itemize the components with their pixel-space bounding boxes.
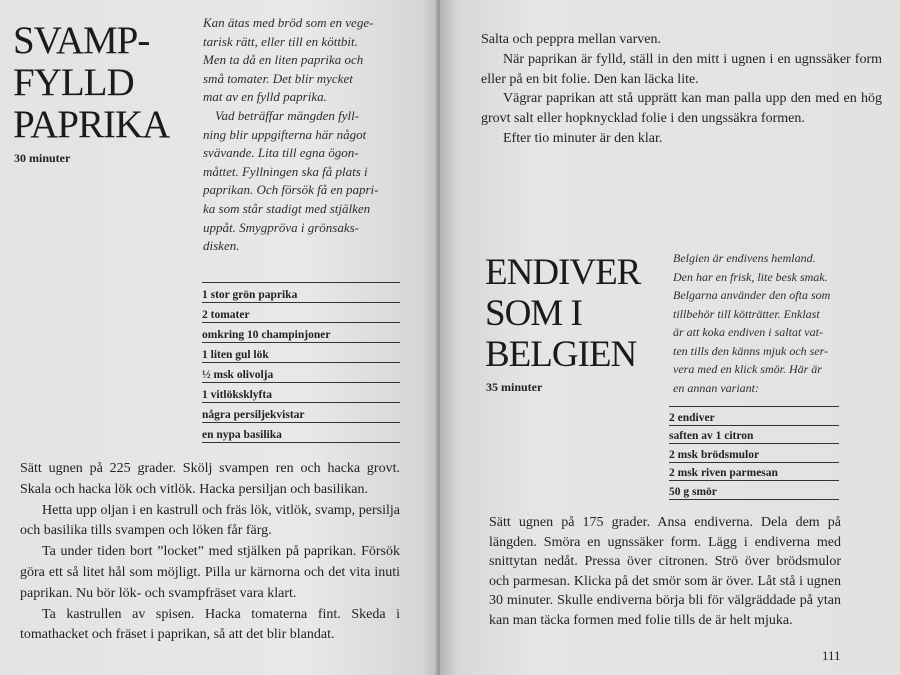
- recipe-intro: [203, 14, 400, 256]
- ingredient-item: 2 endiver: [669, 407, 839, 426]
- instruction-paragraph: Sätt ugnen på 175 grader. Ansa endiverna. Dela dem på längden. Smöra en ugnssäker form. Lägg i endiverna med snittytan nedåt. Pressa över citronen. Strö över brödsmulor och parmesan. Klicka på det smör som är över. Låt stå i ugnen 30 minuter. Skulle endiverna börja bli för välgräddade på ytan kan man täcka formen med folie tills de är helt mjuka.: [489, 515, 841, 628]
- instruction-paragraph: Hetta upp oljan i en kastrull och fräs lök, vitlök, svamp, persilja och basilika tills svampen och löken får färg.: [20, 502, 400, 539]
- recipe-instructions-continued: [481, 30, 882, 149]
- left-page: [0, 0, 440, 675]
- instruction-paragraph: Efter tio minuter är den klar.: [503, 130, 663, 146]
- intro-line: ka som står stadigt med stjälken: [203, 200, 371, 216]
- right-page: [440, 0, 900, 675]
- intro-line: är att koka endiven i saltat vat-: [673, 325, 823, 339]
- recipe-title-svampfylld-paprika: [13, 20, 169, 146]
- intro-line: disken.: [203, 238, 240, 254]
- recipe-title-endiver-som-i-belgien: [485, 252, 640, 375]
- intro-line: paprikan. Och försök få en papri-: [203, 182, 379, 198]
- cooking-time: 30 minuter: [14, 151, 71, 165]
- intro-line: Belgarna använder den ofta som: [673, 288, 831, 302]
- ingredient-item: några persiljekvistar: [202, 403, 400, 423]
- ingredient-item: 1 liten gul lök: [202, 343, 400, 363]
- ingredient-item: 2 tomater: [202, 303, 400, 323]
- instruction-paragraph: Vägrar paprikan att stå upprätt kan man palla upp den med en hög grovt salt eller hopknycklad folie i den ungssäkra formen.: [481, 91, 882, 127]
- ingredient-item: saften av 1 citron: [669, 426, 839, 445]
- title-line: SOM I: [485, 293, 582, 334]
- intro-line: mat av en fylld paprika.: [203, 89, 327, 105]
- ingredient-list: [669, 406, 839, 500]
- ingredient-item: 2 msk brödsmulor: [669, 444, 839, 463]
- instruction-paragraph: När paprikan är fylld, ställ in den mitt i ugnen i en ugnssäker form eller på en bit folie. Den kan läcka lite.: [481, 51, 882, 87]
- instruction-paragraph: Sätt ugnen på 225 grader. Skölj svampen ren och hacka grovt. Skala och hacka lök och vitlök. Hacka persiljan och basilikan.: [20, 461, 400, 497]
- ingredient-item: 50 g smör: [669, 481, 839, 500]
- instruction-paragraph: Salta och peppra mellan varven.: [481, 32, 661, 47]
- intro-line: tillbehör till kötträtter. Enklast: [673, 306, 820, 321]
- intro-line: en annan variant:: [673, 380, 759, 395]
- ingredient-item: 1 vitlöksklyfta: [202, 383, 400, 403]
- intro-line: Kan ätas med bröd som en vege-: [203, 15, 374, 30]
- ingredient-item: 2 msk riven parmesan: [669, 463, 839, 482]
- ingredient-item: ½ msk olivolja: [202, 363, 400, 383]
- intro-line: tarisk rätt, eller till en köttbit.: [203, 33, 358, 49]
- ingredient-item: omkring 10 champinjoner: [202, 323, 400, 343]
- intro-line: Men ta då en liten paprika och: [203, 52, 364, 68]
- title-line: FYLLD: [13, 61, 134, 104]
- recipe-instructions: [20, 459, 400, 646]
- recipe-intro: [673, 249, 841, 397]
- intro-line: Belgien är endivens hemland.: [673, 251, 816, 265]
- intro-line: vera med en klick smör. Här är: [673, 362, 822, 376]
- intro-line: ning blir uppgifterna här något: [203, 126, 367, 142]
- page-number: 111: [822, 648, 841, 663]
- title-line: BELGIEN: [485, 334, 637, 375]
- title-line: ENDIVER: [485, 252, 641, 293]
- intro-line: svävande. Lita till egna ögon-: [203, 145, 359, 161]
- instruction-paragraph: Ta kastrullen av spisen. Hacka tomaterna fint. Skeda i tomathacket och fräset i paprikan, så att det blir blandat.: [20, 606, 400, 643]
- intro-line: uppåt. Smygpröva i grönsaks-: [203, 219, 359, 235]
- ingredient-item: en nypa basilika: [202, 423, 400, 443]
- ingredient-list: [202, 282, 400, 443]
- instruction-paragraph: Ta under tiden bort ”locket” med stjälken på paprikan. Försök göra ett så litet hål som möjligt. Pilla ur kärnorna och det vita inuti paprikan. Nu bör lök- och svampfräset vara klart.: [20, 544, 400, 601]
- cooking-time: 35 minuter: [486, 380, 543, 394]
- intro-line: Den har en frisk, lite besk smak.: [673, 269, 828, 284]
- intro-line: små tomater. Det blir mycket: [203, 70, 353, 86]
- recipe-instructions: [489, 513, 841, 631]
- ingredient-item: 1 stor grön paprika: [202, 283, 400, 303]
- title-line: PAPRIKA: [13, 103, 170, 146]
- intro-line: Vad beträffar mängden fyll-: [215, 107, 360, 123]
- intro-line: ten tills den känns mjuk och ser-: [673, 343, 829, 358]
- intro-line: måttet. Fyllningen ska få plats i: [203, 163, 368, 179]
- title-line: SVAMP-: [13, 19, 150, 62]
